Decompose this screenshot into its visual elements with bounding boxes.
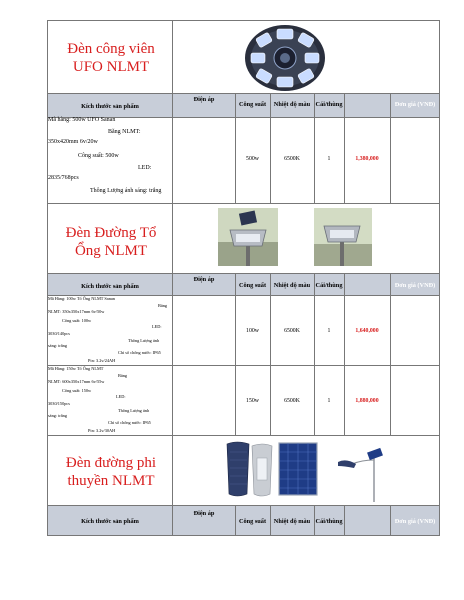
section2-row1-price: 1,640,000	[355, 328, 379, 334]
solar-panel-image	[278, 442, 318, 496]
ufo-lamp-image	[243, 23, 327, 93]
header-qty-3: Cái/thùng	[315, 518, 343, 525]
section2-row2-power: 150w	[246, 398, 259, 404]
section1-qty: 1	[327, 156, 331, 162]
header-temp-2: Nhiệt độ màu	[273, 282, 311, 289]
section2-title: Đèn Đường Tổ Ổng NLMT	[65, 225, 157, 259]
header-size-3: Kích thước sản phẩm	[81, 518, 139, 525]
section2-row1-qty: 1	[327, 328, 331, 334]
section2-row1-temp: 6500K	[284, 328, 300, 334]
section1-title: Đèn công viên UFO NLMT	[67, 41, 155, 75]
section1-temp: 6500K	[284, 156, 300, 162]
lamp-pole-image	[328, 446, 390, 502]
header-voltage: Điện áp	[193, 96, 215, 103]
header-size-2: Kích thước sản phẩm	[81, 283, 139, 290]
section3-title: Đèn đường phi thuyền NLMT	[65, 455, 157, 489]
section2-row2-description: Mã Hàng: 150w Tổ Ổng NLMT Băng NLMT: 600x350x17mm 6v/55w Công suất: 150w LED: 3030/150pcs Thông Lượng ánh sáng: trắng Chỉ số chống nước: IP65 Pin: 3.2v/30AH	[48, 366, 151, 434]
header-power-2: Công suất	[238, 282, 267, 289]
header-size: Kích thước sản phẩm	[81, 103, 139, 110]
header-qty: Cái/thùng	[315, 101, 343, 108]
section1-price: 1,380,000	[355, 156, 379, 162]
header-power-3: Công suất	[238, 518, 267, 525]
street-lamp-image-2	[314, 208, 372, 266]
header-temp-3: Nhiệt độ màu	[273, 518, 311, 525]
header-price: Đơn giá (VNĐ)	[394, 101, 436, 108]
section1-power: 500w	[246, 156, 259, 162]
spaceship-lamp-image	[225, 440, 275, 498]
street-lamp-image	[218, 208, 278, 266]
header-voltage-3: Điện áp	[193, 510, 215, 517]
header-qty-2: Cái/thùng	[315, 282, 343, 289]
header-price-2: Đơn giá (VNĐ)	[394, 282, 436, 289]
section2-row1-description: Mã Hàng: 100w Tổ Ổng NLMT Sanan Băng NLMT: 350x350x17mm 6v/50w Công suất: 100w LED: 3030/140pcs Thông Lượng ánh sáng: trắng Chỉ số chống nước: IP65 Pin: 3.2v/24AH	[48, 296, 168, 364]
section2-row2-temp: 6500K	[284, 398, 300, 404]
header-voltage-2: Điện áp	[193, 276, 215, 283]
header-power: Công suất	[238, 101, 267, 108]
header-price-3: Đơn giá (VNĐ)	[394, 518, 436, 525]
section2-image-cell	[172, 204, 440, 274]
section2-row1-power: 100w	[246, 328, 259, 334]
section2-row2-qty: 1	[327, 398, 331, 404]
section2-row2-price: 1,880,000	[355, 398, 379, 404]
section1-description: Mã hàng: 500w UFO Sanan Băng NLMT: 350x420mm 6v/20w Công suất: 500w LED: 2835/768pcs Thông Lượng ánh sáng: trắng	[48, 117, 162, 194]
header-temp: Nhiệt độ màu	[273, 101, 311, 108]
